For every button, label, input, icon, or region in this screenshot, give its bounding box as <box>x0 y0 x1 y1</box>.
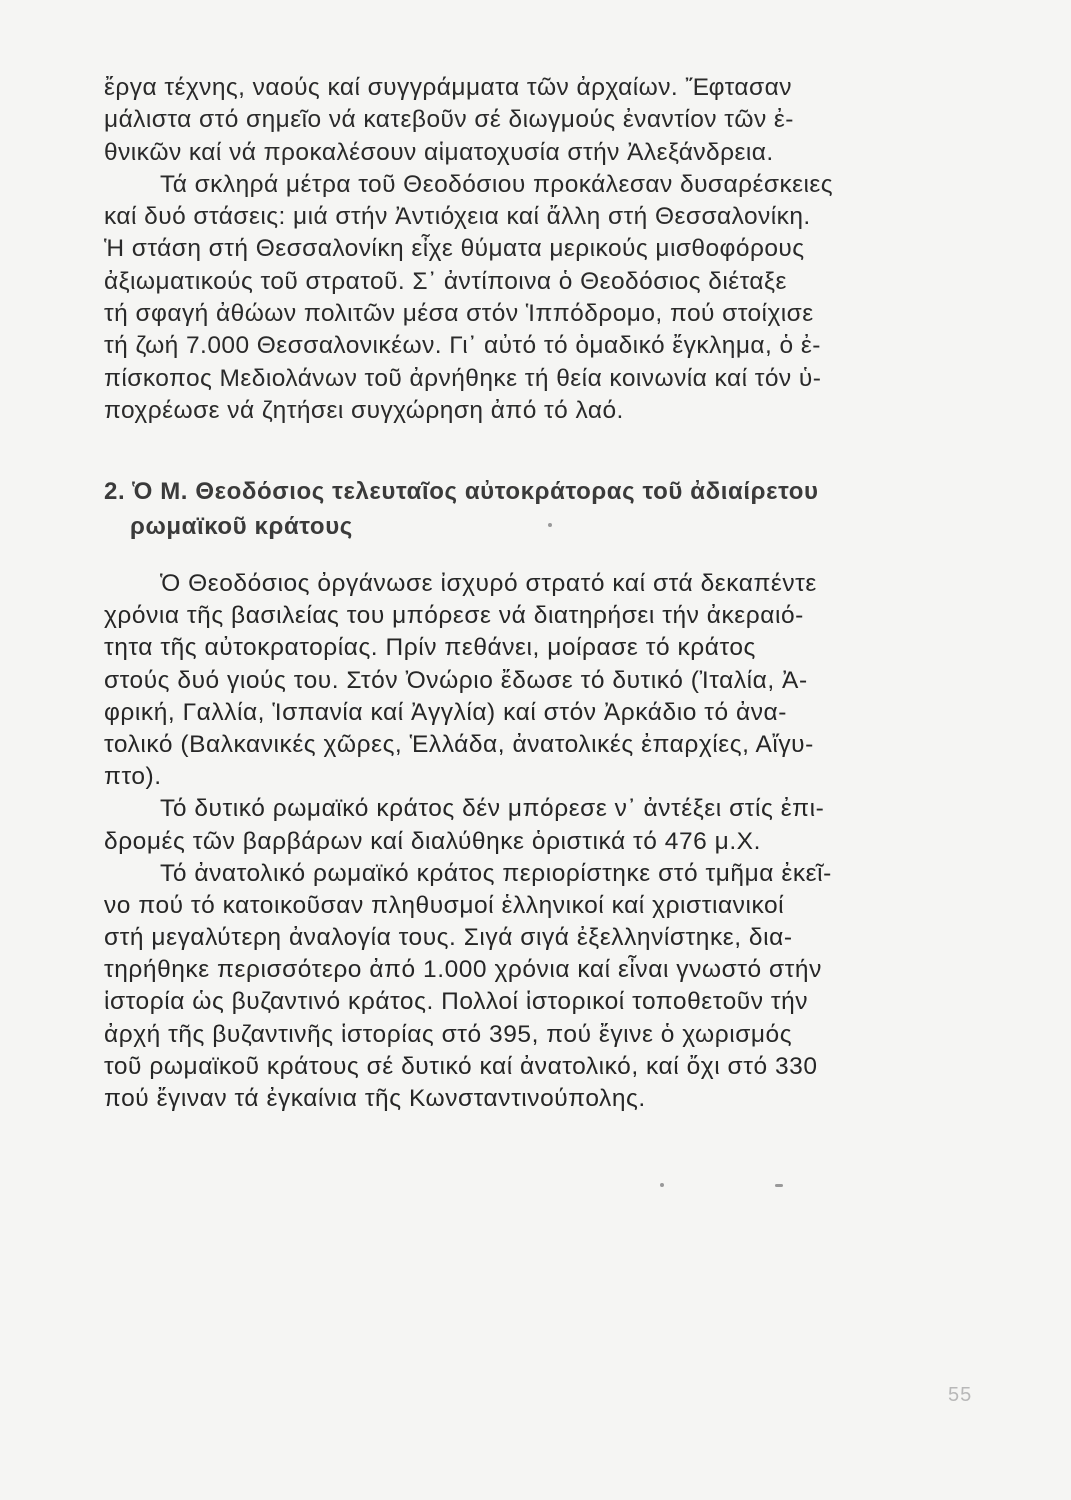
text-line: δρομές τῶν βαρβάρων καί διαλύθηκε ὁριστικά τό 476 μ.Χ. <box>104 827 761 855</box>
text-line: χρόνια τῆς βασιλείας του μπόρεσε νά διατηρήσει τήν ἀκεραιό- <box>104 602 804 630</box>
section-title-continuation: ρωμαϊκοῦ κράτους <box>130 513 353 540</box>
section-text <box>104 568 974 1115</box>
text-line: τητα τῆς αὐτοκρατορίας. Πρίν πεθάνει, μοίρασε τό κράτος <box>104 634 756 662</box>
intro-text <box>104 72 974 427</box>
text-line: Ὁ Θεοδόσιος ὀργάνωσε ἰσχυρό στρατό καί στά δεκαπέντε <box>160 570 817 597</box>
text-line: στή μεγαλύτερη ἀναλογία τους. Σιγά σιγά ἐξελληνίστηκε, δια- <box>104 924 793 952</box>
text-line: Ἡ στάση στή Θεσσαλονίκη εἶχε θύματα μερικούς μισθοφόρους <box>104 235 805 263</box>
text-line: πτο). <box>104 763 162 791</box>
text-line: καί δυό στάσεις: μιά στήν Ἀντιόχεια καί ἄλλη στή Θεσσαλονίκη. <box>104 203 811 231</box>
section-heading <box>104 474 974 544</box>
text-line: πού ἔγιναν τά ἐγκαίνια τῆς Κωνσταντινούπολης. <box>104 1085 646 1112</box>
text-line: ἀρχή τῆς βυζαντινῆς ἱστορίας στό 395, πού ἔγινε ὁ χωρισμός <box>104 1020 793 1048</box>
text-line: ποχρέωσε νά ζητήσει συγχώρηση ἀπό τό λαό. <box>104 396 624 424</box>
text-line: θνικῶν καί νά προκαλέσουν αἱματοχυσία στήν Ἀλεξάνδρεια. <box>104 138 774 166</box>
text-line: φρική, Γαλλία, Ἱσπανία καί Ἀγγλία) καί στόν Ἀρκάδιο τό ἀνα- <box>104 698 787 726</box>
page-number: 55 <box>948 1384 973 1406</box>
text-line: ἱστορία ὡς βυζαντινό κράτος. Πολλοί ἱστορικοί τοποθετοῦν τήν <box>104 988 809 1016</box>
text-line: τή ζωή 7.000 Θεσσαλονικέων. Γι᾽ αὐτό τό ὁμαδικό ἔγκλημα, ὁ ἐ- <box>104 332 821 360</box>
text-line: νο πού τό κατοικοῦσαν πληθυσμοί ἑλληνικοί καί χριστιανικοί <box>104 891 785 919</box>
text-line: ἀξιωματικούς τοῦ στρατοῦ. Σ᾽ ἀντίποινα ὁ Θεοδόσιος διέταξε <box>104 267 787 295</box>
text-line: ἔργα τέχνης, ναούς καί συγγράμματα τῶν ἀρχαίων. Ἔφτασαν <box>104 74 792 101</box>
print-speck <box>660 1183 664 1187</box>
text-line: μάλιστα στό σημεῖο νά κατεβοῦν σέ διωγμούς ἐναντίον τῶν ἐ- <box>104 106 794 134</box>
text-line: τηρήθηκε περισσότερο ἀπό 1.000 χρόνια καί εἶναι γνωστό στήν <box>104 956 822 984</box>
section-title: 2. Ὁ Μ. Θεοδόσιος τελευταῖος αὐτοκράτορας τοῦ ἀδιαίρετου <box>104 478 819 505</box>
text-line: στούς δυό γιούς του. Στόν Ὀνώριο ἔδωσε τό δυτικό (Ἰταλία, Ἀ- <box>104 666 808 694</box>
print-speck <box>548 523 552 527</box>
text-line: πίσκοπος Μεδιολάνων τοῦ ἀρνήθηκε τή θεία κοινωνία καί τόν ὑ- <box>104 364 822 392</box>
text-line: τοῦ ρωμαϊκοῦ κράτους σέ δυτικό καί ἀνατολικό, καί ὄχι στό 330 <box>104 1052 818 1080</box>
text-line: Τό ἀνατολικό ρωμαϊκό κράτος περιορίστηκε στό τμῆμα ἐκεῖ- <box>160 859 832 887</box>
text-line: Τό δυτικό ρωμαϊκό κράτος δέν μπόρεσε ν᾽ ἀντέξει στίς ἐπι- <box>160 795 825 823</box>
print-speck <box>775 1184 783 1187</box>
text-line: τή σφαγή ἀθώων πολιτῶν μέσα στόν Ἱππόδρομο, πού στοίχισε <box>104 300 814 328</box>
text-line: τολικό (Βαλκανικές χῶρες, Ἑλλάδα, ἀνατολικές ἐπαρχίες, Αἴγυ- <box>104 730 814 758</box>
text-line: Τά σκληρά μέτρα τοῦ Θεοδόσιου προκάλεσαν δυσαρέσκειες <box>160 170 834 198</box>
